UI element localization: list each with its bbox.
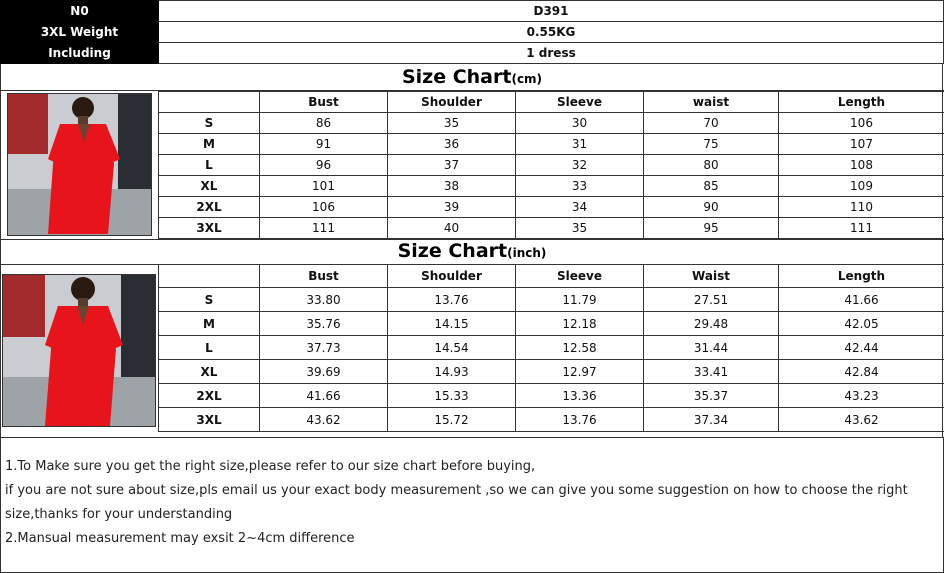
note-line-3: size,thanks for your understanding xyxy=(5,507,233,522)
sleeve-cell: 13.36 xyxy=(516,384,644,408)
info-row-weight xyxy=(1,22,944,43)
table-row xyxy=(159,312,944,336)
shoulder-cell: 13.76 xyxy=(388,288,516,312)
note-line-1: 1.To Make sure you get the right size,please refer to our size chart before buying, xyxy=(5,459,536,474)
info-label: 3XL Weight xyxy=(1,22,159,43)
shoulder-cell: 15.33 xyxy=(388,384,516,408)
waist-cell: 95 xyxy=(644,218,779,239)
table-row xyxy=(159,288,944,312)
waist-cell: 35.37 xyxy=(644,384,779,408)
table-row xyxy=(159,218,944,239)
inch-chart-title xyxy=(0,240,944,262)
shoulder-cell: 36 xyxy=(388,134,516,155)
header-bust: Bust xyxy=(260,92,388,113)
note-line-4: 2.Mansual measurement may exsit 2~4cm difference xyxy=(5,531,355,546)
header-shoulder: Shoulder xyxy=(388,265,516,288)
bust-cell: 96 xyxy=(260,155,388,176)
info-label: Including xyxy=(1,43,159,64)
size-cell: 2XL xyxy=(159,197,260,218)
bust-cell: 86 xyxy=(260,113,388,134)
size-cell: M xyxy=(159,312,260,336)
shoulder-cell: 14.15 xyxy=(388,312,516,336)
table-row xyxy=(159,197,944,218)
header-size-cell xyxy=(159,92,260,113)
waist-cell: 70 xyxy=(644,113,779,134)
table-row xyxy=(159,408,944,432)
header-sleeve: Sleeve xyxy=(516,92,644,113)
length-cell: 43.23 xyxy=(779,384,944,408)
notes-box xyxy=(0,437,944,573)
shoulder-cell: 37 xyxy=(388,155,516,176)
header-bust: Bust xyxy=(260,265,388,288)
size-cell: 3XL xyxy=(159,218,260,239)
header-shoulder: Shoulder xyxy=(388,92,516,113)
size-cell: M xyxy=(159,134,260,155)
table-row xyxy=(159,176,944,197)
info-label: N0 xyxy=(1,1,159,22)
info-row-including xyxy=(1,43,944,64)
waist-cell: 29.48 xyxy=(644,312,779,336)
sleeve-cell: 34 xyxy=(516,197,644,218)
size-chart-inch-table xyxy=(158,264,944,432)
sleeve-cell: 12.97 xyxy=(516,360,644,384)
size-cell: L xyxy=(159,336,260,360)
waist-cell: 27.51 xyxy=(644,288,779,312)
length-cell: 41.66 xyxy=(779,288,944,312)
shoulder-cell: 15.72 xyxy=(388,408,516,432)
sleeve-cell: 35 xyxy=(516,218,644,239)
dress-photo-inch xyxy=(2,274,156,427)
header-length: Length xyxy=(779,265,944,288)
product-info-table xyxy=(0,0,944,64)
sleeve-cell: 13.76 xyxy=(516,408,644,432)
header-waist: waist xyxy=(644,92,779,113)
size-cell: 3XL xyxy=(159,408,260,432)
size-cell: S xyxy=(159,113,260,134)
length-cell: 42.44 xyxy=(779,336,944,360)
length-cell: 107 xyxy=(779,134,944,155)
table-row xyxy=(159,336,944,360)
waist-cell: 80 xyxy=(644,155,779,176)
sleeve-cell: 30 xyxy=(516,113,644,134)
shoulder-cell: 14.54 xyxy=(388,336,516,360)
inch-chart-unit: (inch) xyxy=(507,246,547,260)
bust-cell: 91 xyxy=(260,134,388,155)
sleeve-cell: 31 xyxy=(516,134,644,155)
waist-cell: 31.44 xyxy=(644,336,779,360)
bust-cell: 33.80 xyxy=(260,288,388,312)
bust-cell: 43.62 xyxy=(260,408,388,432)
dress-photo-cm xyxy=(7,93,152,236)
length-cell: 106 xyxy=(779,113,944,134)
length-cell: 42.05 xyxy=(779,312,944,336)
waist-cell: 33.41 xyxy=(644,360,779,384)
bust-cell: 111 xyxy=(260,218,388,239)
size-cell: XL xyxy=(159,360,260,384)
bust-cell: 37.73 xyxy=(260,336,388,360)
sleeve-cell: 12.18 xyxy=(516,312,644,336)
shoulder-cell: 40 xyxy=(388,218,516,239)
bust-cell: 41.66 xyxy=(260,384,388,408)
info-value: 0.55KG xyxy=(159,22,944,43)
length-cell: 108 xyxy=(779,155,944,176)
bust-cell: 39.69 xyxy=(260,360,388,384)
cm-chart-unit: (cm) xyxy=(511,72,543,86)
shoulder-cell: 35 xyxy=(388,113,516,134)
info-value: 1 dress xyxy=(159,43,944,64)
waist-cell: 85 xyxy=(644,176,779,197)
cm-chart-title xyxy=(0,66,944,88)
waist-cell: 90 xyxy=(644,197,779,218)
size-cell: L xyxy=(159,155,260,176)
header-length: Length xyxy=(779,92,944,113)
bust-cell: 101 xyxy=(260,176,388,197)
bust-cell: 35.76 xyxy=(260,312,388,336)
header-sleeve: Sleeve xyxy=(516,265,644,288)
length-cell: 109 xyxy=(779,176,944,197)
info-value: D391 xyxy=(159,1,944,22)
table-row xyxy=(159,155,944,176)
dress-model-image xyxy=(3,275,155,426)
size-cell: XL xyxy=(159,176,260,197)
table-row xyxy=(159,384,944,408)
shoulder-cell: 38 xyxy=(388,176,516,197)
inch-chart-title-text: Size Chart xyxy=(397,240,508,262)
note-line-2: if you are not sure about size,pls email us your exact body measurement ,so we can give you some suggestion on how to choose the right xyxy=(5,483,908,498)
header-waist: Waist xyxy=(644,265,779,288)
sleeve-cell: 11.79 xyxy=(516,288,644,312)
length-cell: 111 xyxy=(779,218,944,239)
waist-cell: 75 xyxy=(644,134,779,155)
size-chart-cm-table xyxy=(158,91,944,239)
length-cell: 110 xyxy=(779,197,944,218)
shoulder-cell: 39 xyxy=(388,197,516,218)
sleeve-cell: 12.58 xyxy=(516,336,644,360)
length-cell: 42.84 xyxy=(779,360,944,384)
table-row xyxy=(159,113,944,134)
table-row xyxy=(159,360,944,384)
cm-chart-title-text: Size Chart xyxy=(401,66,512,88)
dress-model-image xyxy=(8,94,151,235)
table-header-row xyxy=(159,92,944,113)
shoulder-cell: 14.93 xyxy=(388,360,516,384)
sleeve-cell: 33 xyxy=(516,176,644,197)
sleeve-cell: 32 xyxy=(516,155,644,176)
table-header-row xyxy=(159,265,944,288)
bust-cell: 106 xyxy=(260,197,388,218)
length-cell: 43.62 xyxy=(779,408,944,432)
table-row xyxy=(159,134,944,155)
waist-cell: 37.34 xyxy=(644,408,779,432)
size-cell: S xyxy=(159,288,260,312)
size-cell: 2XL xyxy=(159,384,260,408)
header-size-cell xyxy=(159,265,260,288)
info-row-number xyxy=(1,1,944,22)
